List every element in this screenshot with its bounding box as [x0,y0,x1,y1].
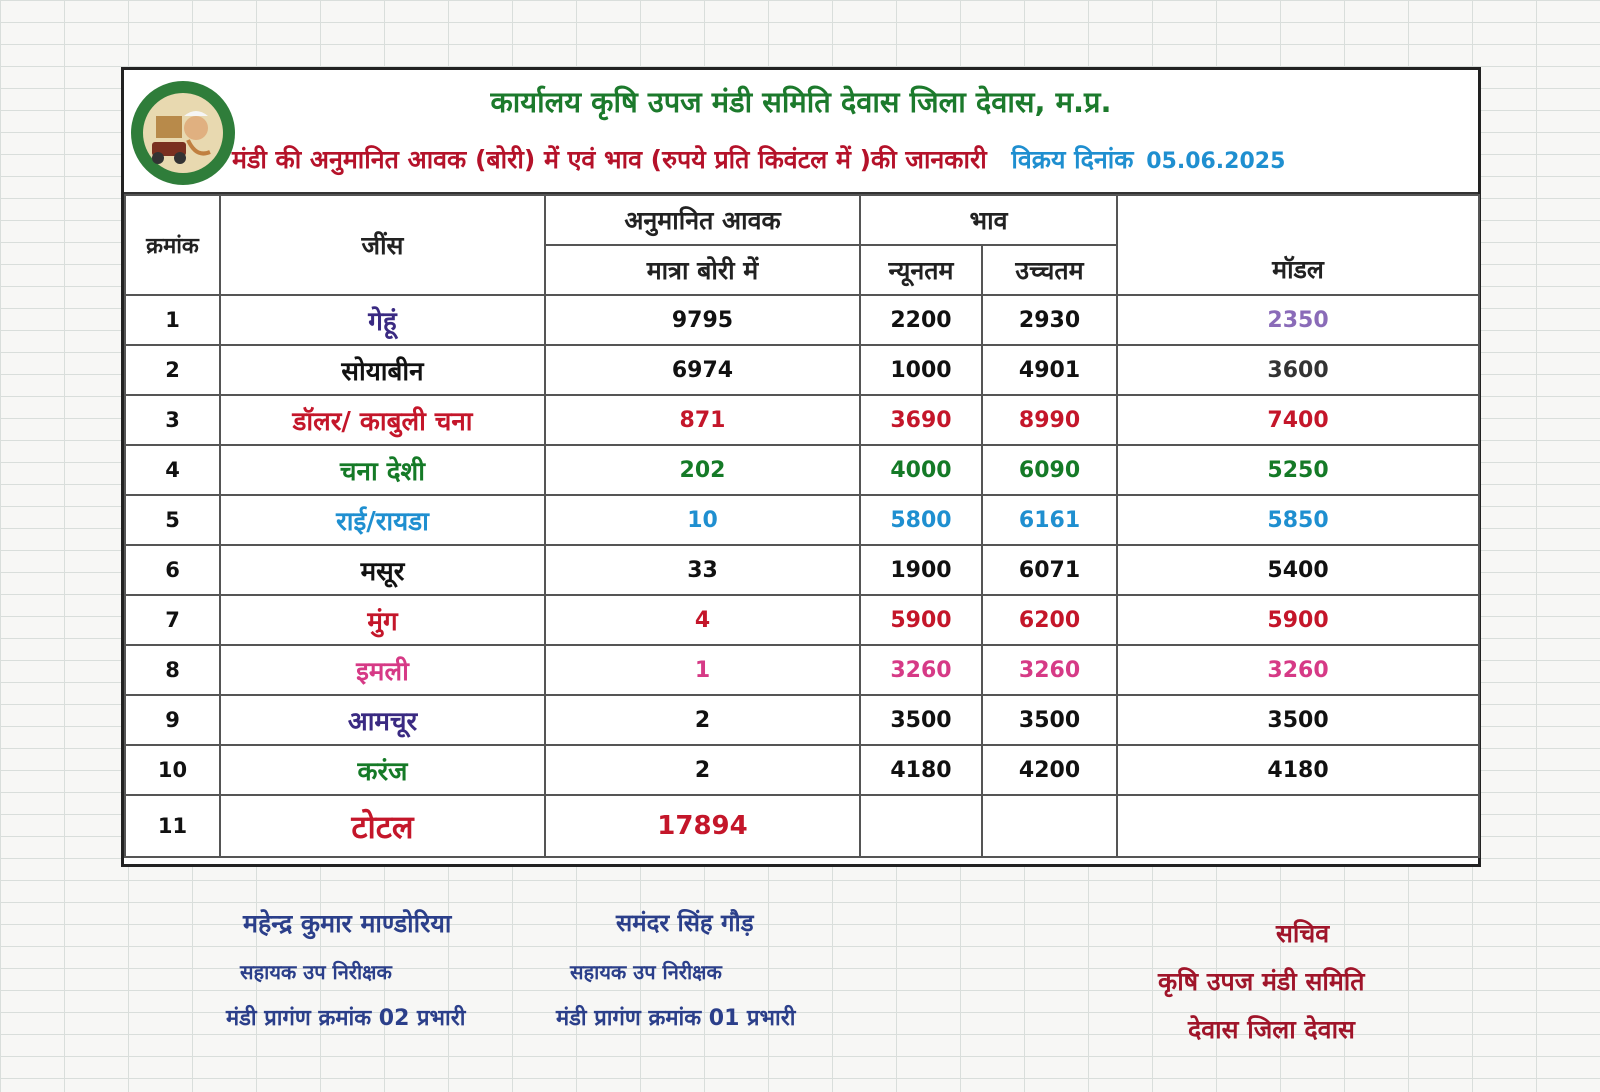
row-arrival: 6974 [545,345,860,395]
row-model: 5250 [1117,445,1479,495]
row-arrival: 9795 [545,295,860,345]
table-row [125,745,1479,795]
row-crop: करंज [220,745,545,795]
row-crop: चना देशी [220,445,545,495]
total-sno: 11 [125,795,220,857]
row-sno: 9 [125,695,220,745]
total-max-empty [982,795,1117,857]
row-sno: 1 [125,295,220,345]
row-sno: 2 [125,345,220,395]
row-crop: आमचूर [220,695,545,745]
header-arrival-group: अनुमानित आवक [545,195,860,245]
header-price-group: भाव [860,195,1117,245]
row-crop: मसूर [220,545,545,595]
row-max: 3260 [982,645,1117,695]
header-crop: जींस [220,195,545,295]
sig-left-name: महेन्द्र कुमार माण्डोरिया [243,909,452,938]
row-sno: 4 [125,445,220,495]
row-max: 6161 [982,495,1117,545]
row-arrival: 4 [545,595,860,645]
row-min: 5900 [860,595,982,645]
row-arrival: 1 [545,645,860,695]
row-arrival: 202 [545,445,860,495]
row-sno: 5 [125,495,220,545]
row-sno: 10 [125,745,220,795]
row-max: 6071 [982,545,1117,595]
table-row [125,495,1479,545]
row-max: 6200 [982,595,1117,645]
row-sno: 7 [125,595,220,645]
header-model: मॉडल [1117,195,1479,295]
header-max: उच्चतम [982,245,1117,295]
row-model: 3600 [1117,345,1479,395]
row-sno: 8 [125,645,220,695]
table-row [125,595,1479,645]
sig-right-place: देवास जिला देवास [1188,1015,1355,1044]
row-crop: राई/रायडा [220,495,545,545]
total-row [125,795,1479,857]
table-row [125,345,1479,395]
table-row [125,695,1479,745]
total-model-empty [1117,795,1479,857]
row-model: 2350 [1117,295,1479,345]
sig-middle-charge: मंडी प्रागंण क्रमांक 01 प्रभारी [556,1006,796,1031]
row-crop: गेहूं [220,295,545,345]
table-row [125,545,1479,595]
table-row [125,645,1479,695]
row-crop: सोयाबीन [220,345,545,395]
row-min: 5800 [860,495,982,545]
row-min: 2200 [860,295,982,345]
row-crop: डॉलर/ काबुली चना [220,395,545,445]
row-arrival: 33 [545,545,860,595]
row-arrival: 2 [545,695,860,745]
row-arrival: 2 [545,745,860,795]
row-model: 3260 [1117,645,1479,695]
row-min: 3500 [860,695,982,745]
row-crop: इमली [220,645,545,695]
row-arrival: 10 [545,495,860,545]
row-max: 4901 [982,345,1117,395]
table-row [125,395,1479,445]
row-crop: मुंग [220,595,545,645]
row-min: 3260 [860,645,982,695]
row-arrival: 871 [545,395,860,445]
sig-middle-name: समंदर सिंह गौड़ [616,909,754,937]
header-sno: क्रमांक [125,195,220,295]
row-max: 4200 [982,745,1117,795]
row-model: 5900 [1117,595,1479,645]
row-max: 2930 [982,295,1117,345]
total-min-empty [860,795,982,857]
sig-right-org: कृषि उपज मंडी समिति [1158,967,1365,996]
row-model: 3500 [1117,695,1479,745]
date-label: विक्रय दिनांक [1011,145,1134,174]
row-max: 3500 [982,695,1117,745]
row-model: 5850 [1117,495,1479,545]
sig-left-charge: मंडी प्रागंण क्रमांक 02 प्रभारी [226,1006,466,1031]
row-model: 4180 [1117,745,1479,795]
row-model: 7400 [1117,395,1479,445]
sig-right-title: सचिव [1276,919,1330,948]
date-value: 05.06.2025 [1146,149,1286,174]
row-model: 5400 [1117,545,1479,595]
sheet-header [124,70,1478,194]
rate-sheet [121,67,1481,867]
table-row [125,295,1479,345]
row-sno: 3 [125,395,220,445]
row-max: 8990 [982,395,1117,445]
row-min: 4180 [860,745,982,795]
row-sno: 6 [125,545,220,595]
total-arrival: 17894 [545,795,860,857]
header-arrival-sub: मात्रा बोरी में [545,245,860,295]
total-label: टोटल [220,795,545,857]
row-max: 6090 [982,445,1117,495]
report-subtitle [232,142,1285,176]
sig-middle-designation: सहायक उप निरीक्षक [570,960,722,984]
header-min: न्यूनतम [860,245,982,295]
row-min: 1900 [860,545,982,595]
sig-left-designation: सहायक उप निरीक्षक [240,960,392,984]
price-table [124,194,1480,858]
row-min: 3690 [860,395,982,445]
table-row [125,445,1479,495]
row-min: 4000 [860,445,982,495]
row-min: 1000 [860,345,982,395]
office-title: कार्यालय कृषि उपज मंडी समिति देवास जिला देवास, म.प्र. [490,85,1112,119]
subtitle-text: मंडी की अनुमानित आवक (बोरी) में एवं भाव (रुपये प्रति किवंटल में )की जानकारी [232,145,987,174]
